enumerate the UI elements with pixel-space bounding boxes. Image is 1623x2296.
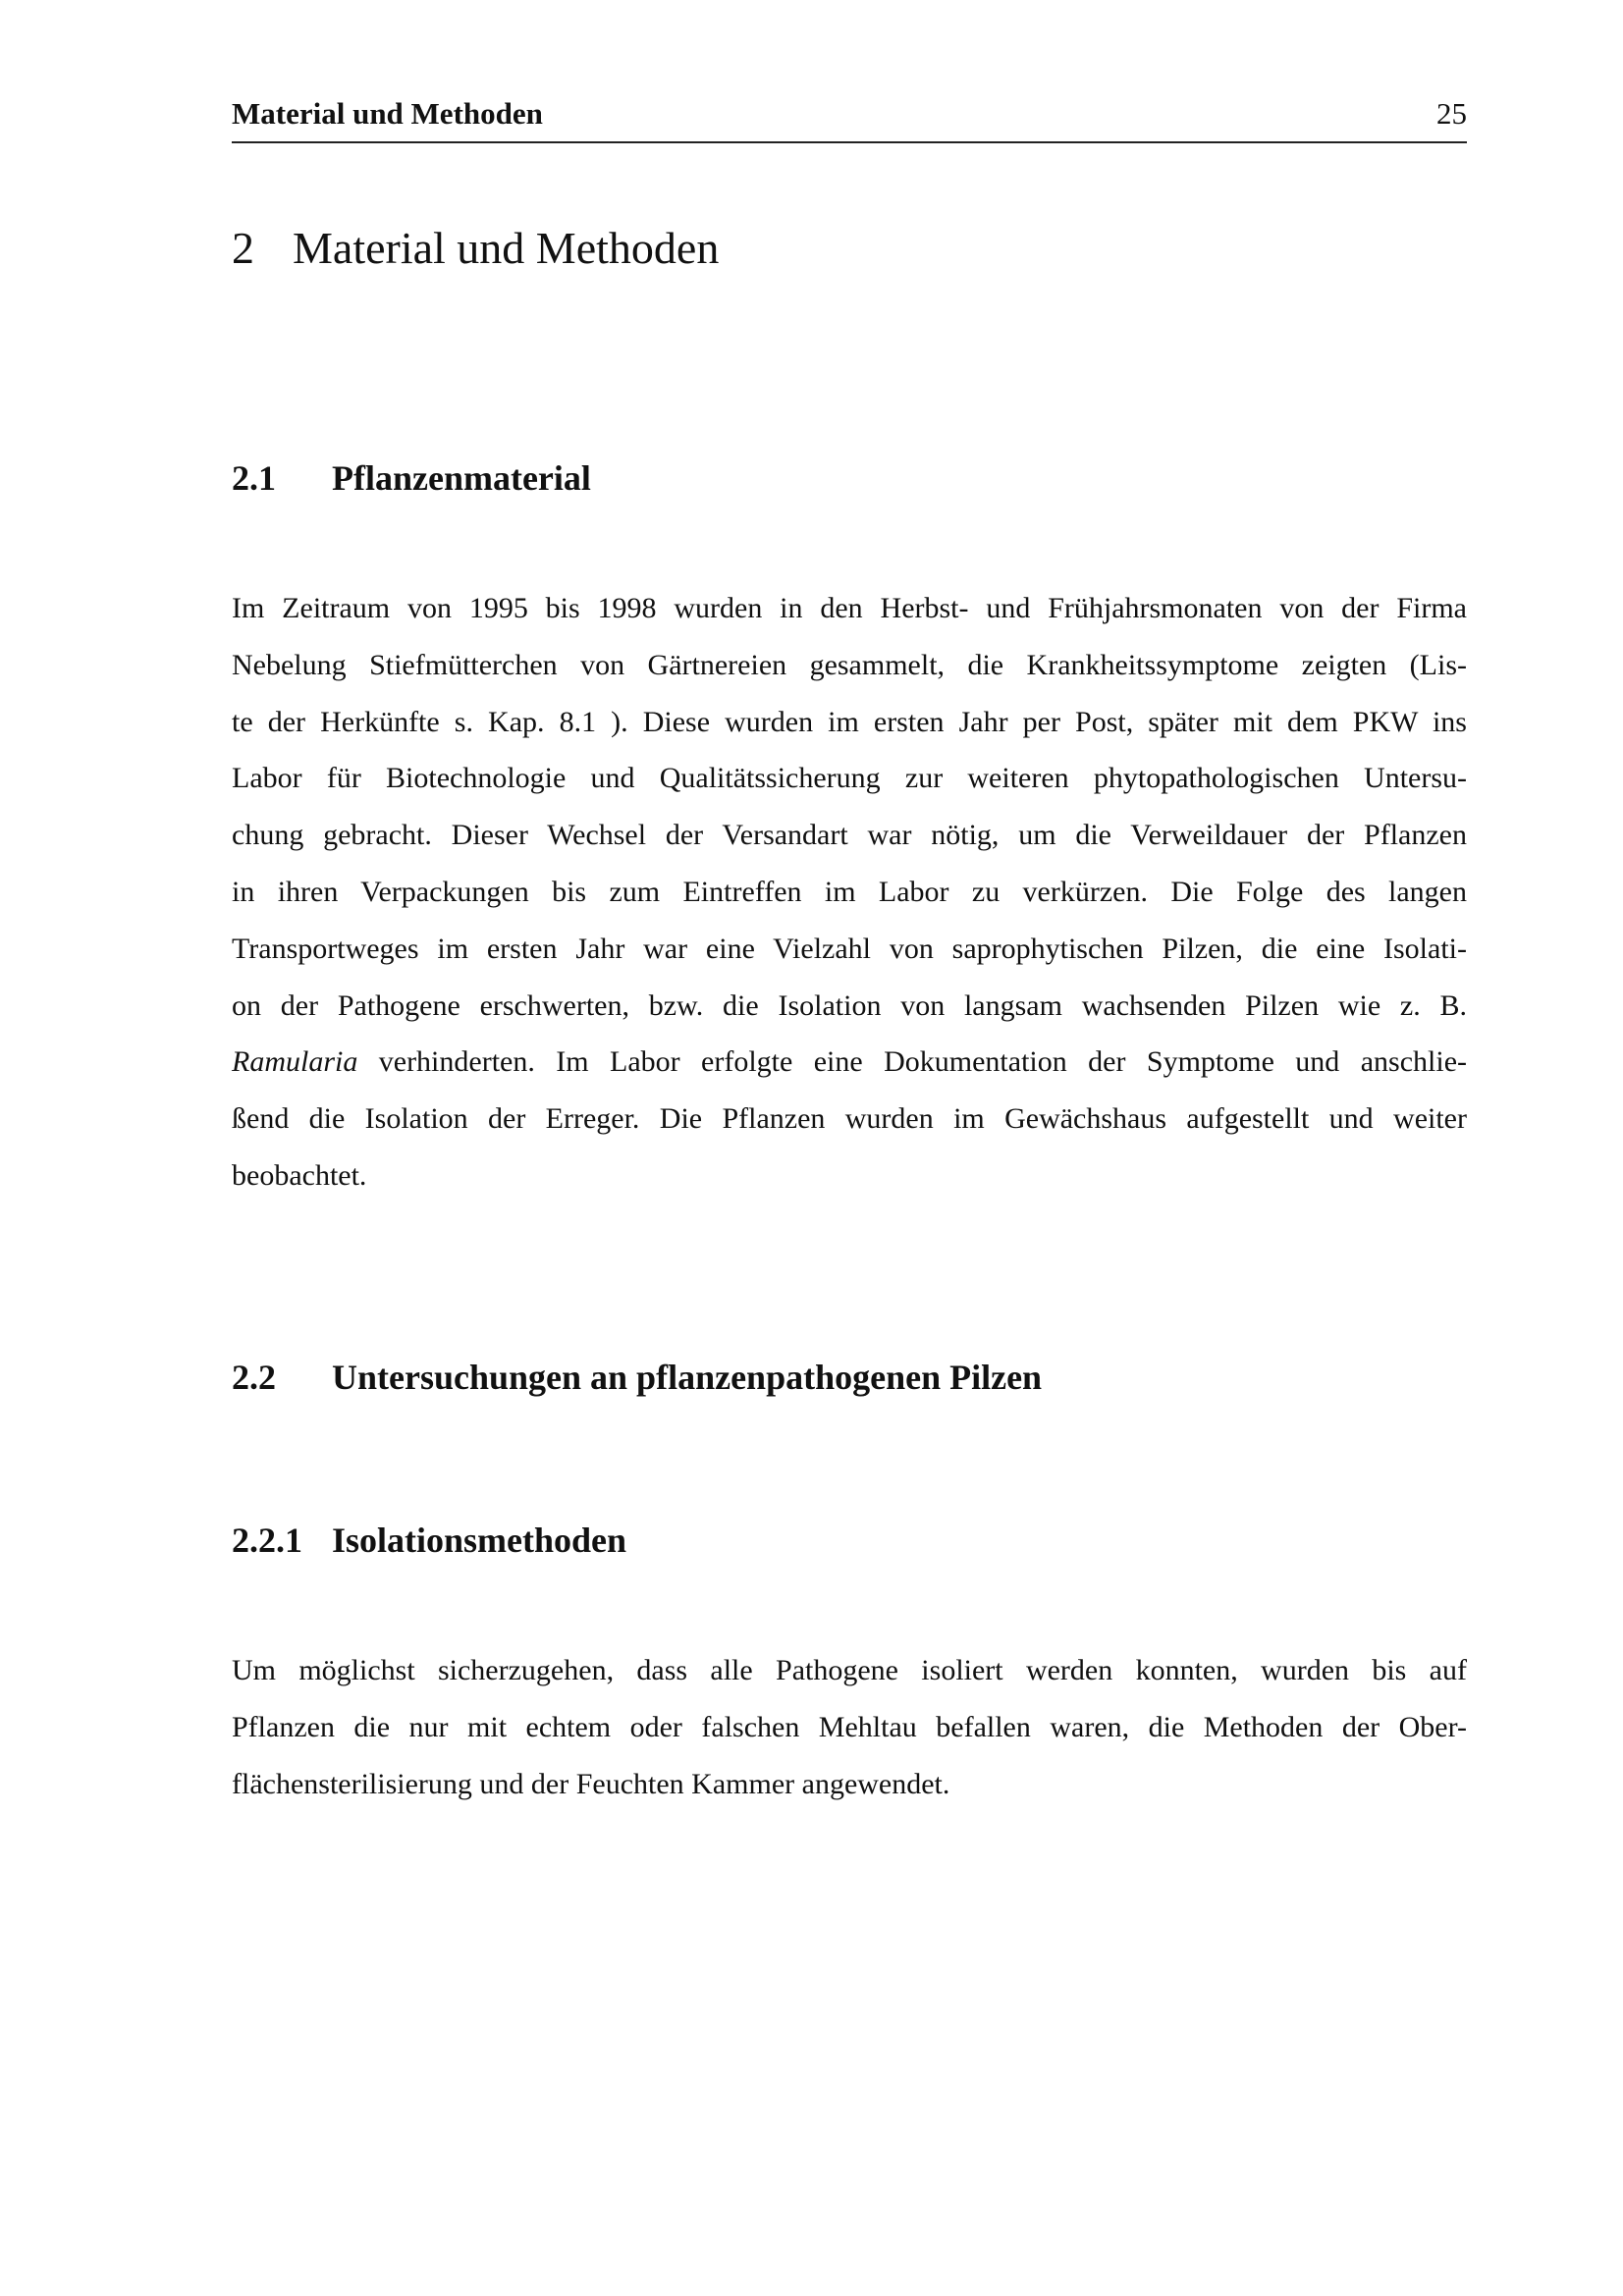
paragraph-line: on der Pathogene erschwerten, bzw. die Isolation von langsam wachsenden Pilzen wie z. B. (232, 988, 1467, 1022)
paragraph-line-rest: verhinderten. Im Labor erfolgte eine Dokumentation der Symptome und anschlie- (357, 1045, 1467, 1079)
paragraph-line: chung gebracht. Dieser Wechsel der Versandart war nötig, um die Verweildauer der Pflanzen (232, 819, 1467, 852)
paragraph-line: Im Zeitraum von 1995 bis 1998 wurden in den Herbst- und Frühjahrsmonaten von der Firma (232, 592, 1467, 624)
paragraph-line: ßend die Isolation der Erreger. Die Pflanzen wurden im Gewächshaus aufgestellt und weiter (232, 1102, 1467, 1136)
paragraph-isolationsmethoden (232, 1642, 1467, 1812)
section-title: Pflanzenmaterial (332, 458, 591, 498)
paragraph-line: flächensterilisierung und der Feuchten Kammer angewendet. (232, 1767, 950, 1800)
paragraph-line: Pflanzen die nur mit echtem oder falschen Mehltau befallen waren, die Methoden der Ober- (232, 1710, 1467, 1743)
chapter-heading (232, 222, 719, 274)
section-number: 2.2 (232, 1358, 276, 1397)
page-number: 25 (1436, 96, 1467, 131)
chapter-number: 2 (232, 223, 254, 273)
paragraph-line: te der Herkünfte s. Kap. 8.1 ). Diese wurden im ersten Jahr per Post, später mit dem PKW ins (232, 705, 1467, 738)
paragraph-line: Transportweges im ersten Jahr war eine Vielzahl von saprophytischen Pilzen, die eine Isolati- (232, 932, 1467, 965)
subsection-heading-2-2-1 (232, 1520, 626, 1561)
section-number: 2.1 (232, 458, 276, 498)
paragraph-line: Labor für Biotechnologie und Qualitätssicherung zur weiteren phytopathologischen Untersu- (232, 762, 1467, 795)
running-header (232, 92, 1467, 143)
section-title: Untersuchungen an pflanzenpathogenen Pilzen (332, 1358, 1043, 1397)
species-name: Ramularia (232, 1045, 358, 1079)
subsection-title: Isolationsmethoden (332, 1521, 627, 1560)
paragraph-line: beobachtet. (232, 1158, 367, 1192)
subsection-number: 2.2.1 (232, 1521, 302, 1560)
paragraph-line (232, 1034, 1467, 1091)
paragraph-pflanzenmaterial (232, 580, 1467, 1204)
running-header-title: Material und Methoden (232, 96, 543, 131)
chapter-title: Material und Methoden (293, 223, 720, 273)
section-heading-2-2 (232, 1357, 1042, 1398)
paragraph-line: Nebelung Stiefmütterchen von Gärtnereien gesammelt, die Krankheitssymptome zeigten (Lis- (232, 648, 1467, 681)
paragraph-line: in ihren Verpackungen bis zum Eintreffen im Labor zu verkürzen. Die Folge des langen (232, 875, 1467, 908)
section-heading-2-1 (232, 457, 591, 499)
paragraph-line: Um möglichst sicherzugehen, dass alle Pathogene isoliert werden konnten, wurden bis auf (232, 1654, 1467, 1686)
